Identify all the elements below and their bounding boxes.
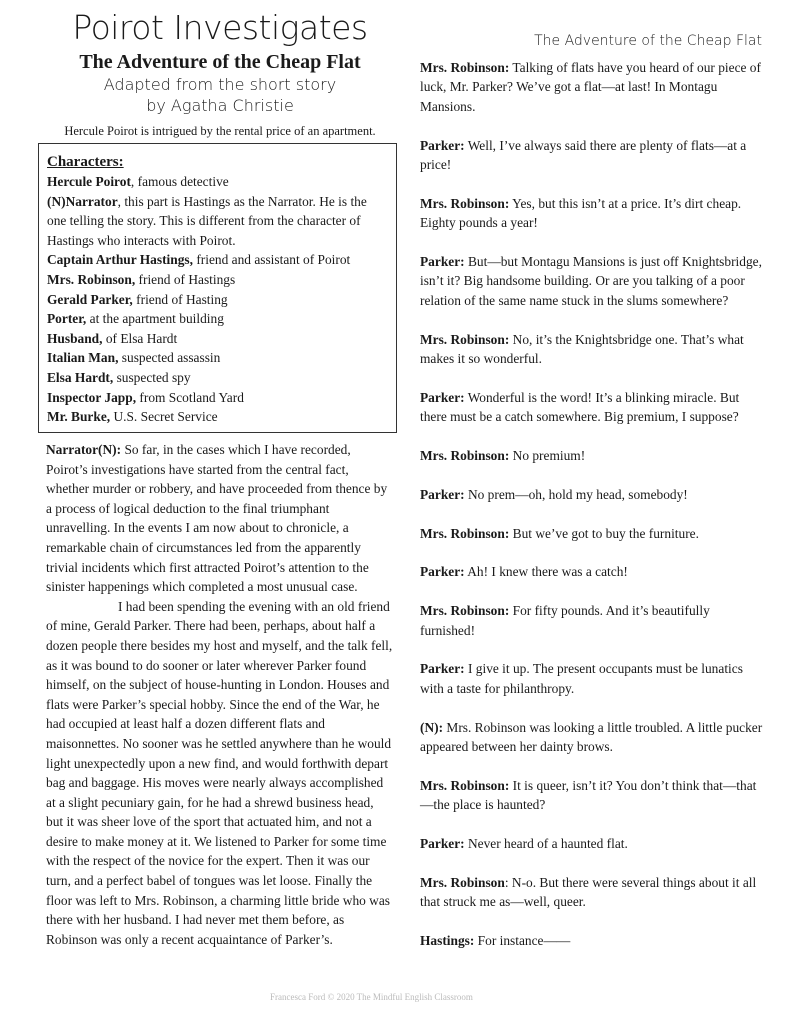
dialogue-line xyxy=(420,136,765,175)
narration-paragraph: I had been spending the evening with an old friend of mine, Gerald Parker. There had been, perhaps, about half a dozen people there besides my host and myself, and the talk fell, as it was bound to do sooner or later wherever Parker found himself, on the subject of house-hunting in London. Houses and flats were Parker’s special hobby. Since the end of the War, he had occupied at least half a dozen different flats and maisonnettes. No sooner was he settled anywhere than he would light unexpectedly upon a new find, and would forthwith depart bag and baggage. His moves were nearly always accomplished at a slight pecuniary gain, for he had a shrewd business head, but it was sheer love of the sport that actuated him, and not a desire to make money at it. We listened to Parker for some time with the respect of the novice for the expert. Then it was our turn, and a perfect babel of tongues was let loose. Finally the floor was left to Mrs. Robinson, a charming little bride who was there with her husband. I had never met them before, as Robinson was only a recent acquaintance of Parker’s. xyxy=(46,598,393,947)
dialogue-line xyxy=(420,485,765,504)
character-item xyxy=(47,290,388,310)
speaker: Mrs. Robinson: xyxy=(420,777,510,793)
character-name: Husband, xyxy=(47,330,103,346)
character-name: Hercule Poirot xyxy=(47,174,131,189)
character-desc: at the apartment building xyxy=(86,311,224,327)
line-text: For fifty pounds. And it’s beautifully furnished! xyxy=(420,603,710,638)
character-name: Italian Man, xyxy=(47,350,119,366)
character-item xyxy=(47,329,388,349)
character-name: Mrs. Robinson, xyxy=(47,271,136,287)
character-desc: suspected spy xyxy=(113,369,191,385)
line-text: No, it’s the Knightsbridge one. That’s what makes it so wonderful. xyxy=(420,331,744,367)
dialogue-line xyxy=(420,718,765,757)
character-item xyxy=(47,270,388,290)
author-line: by Agatha Christie xyxy=(146,96,294,115)
speaker: Mrs. Robinson: xyxy=(420,603,510,619)
character-name: Porter, xyxy=(47,311,87,327)
speaker: Parker: xyxy=(420,389,465,405)
line-text: Never heard of a haunted flat. xyxy=(464,836,628,852)
dialogue-line xyxy=(420,388,765,427)
character-item xyxy=(47,348,388,368)
speaker: Parker: xyxy=(420,661,465,677)
footer-copyright: Francesca Ford © 2020 The Mindful English Classroom xyxy=(270,992,473,1002)
speaker: Parker: xyxy=(420,486,465,502)
character-name: (N)Narrator xyxy=(47,193,118,209)
dialogue-line xyxy=(420,524,765,543)
adaptation-note xyxy=(40,74,400,116)
character-name: Mr. Burke, xyxy=(47,409,111,425)
line-text: Ah! I knew there was a catch! xyxy=(464,564,628,580)
running-head: The Adventure of the Cheap Flat xyxy=(534,33,762,49)
character-desc: from Scotland Yard xyxy=(136,389,244,405)
speaker: Mrs. Robinson: xyxy=(420,331,510,347)
narration-paragraph xyxy=(46,440,394,597)
dialogue-line xyxy=(420,194,765,233)
dialogue-line xyxy=(420,330,765,369)
line-text: Wonderful is the word! It’s a blinking miracle. But there must be a catch somewhere. Big premium, I suppose? xyxy=(420,389,740,425)
character-item xyxy=(47,192,388,251)
line-text: : N-o. But there were several things about it all that struck me as—well, queer. xyxy=(420,874,757,910)
dialogue-line xyxy=(420,931,765,950)
character-item xyxy=(47,407,388,427)
dialogue-line xyxy=(420,776,765,815)
dialogue-line xyxy=(420,659,765,698)
dialogue-line xyxy=(420,58,765,116)
narration xyxy=(46,440,394,949)
speaker: Mrs. Robinson: xyxy=(420,195,510,211)
speaker: Mrs. Robinson: xyxy=(420,448,510,464)
speaker: Parker: xyxy=(420,564,465,580)
line-text: It is queer, isn’t it? You don’t think that—that—the place is haunted? xyxy=(420,777,757,813)
speaker: Hastings: xyxy=(420,933,475,949)
character-item xyxy=(47,172,388,192)
line-text: For instance—— xyxy=(474,933,571,949)
line-text: Well, I’ve always said there are plenty of flats—at a price! xyxy=(420,137,747,173)
dialogue-line xyxy=(420,446,765,465)
character-desc: U.S. Secret Service xyxy=(110,409,218,425)
character-item xyxy=(47,388,388,408)
character-desc: , this part is Hastings as the Narrator. He is the one telling the story. This is different from the character of Hastings who interacts with Poirot. xyxy=(47,193,367,248)
line-text: I give it up. The present occupants must be lunatics with a taste for philanthropy. xyxy=(420,661,743,696)
character-item xyxy=(47,250,388,270)
speaker: Narrator(N): xyxy=(46,442,122,457)
speaker: Mrs. Robinson: xyxy=(420,60,510,75)
line-text: No premium! xyxy=(509,448,586,464)
narration-text: So far, in the cases which I have recorded, Poirot’s investigations have started from the central fact, whether murder or robbery, and have proceeded from thence by a process of logical deduction to the final triumphant unravelling. In the events I am now about to chronicle, a remarkable chain of circumstances led from the apparently trivial incidents which first attracted Poirot’s attention to the sinister happenings which completed a most unusual case. xyxy=(46,442,388,595)
character-name: Elsa Hardt, xyxy=(47,369,114,385)
dialogue-line xyxy=(420,601,765,640)
character-name: Inspector Japp, xyxy=(47,389,137,405)
character-desc: of Elsa Hardt xyxy=(102,330,178,346)
character-desc: , famous detective xyxy=(130,174,229,189)
dialogue-line xyxy=(420,834,765,853)
characters-heading: Characters: xyxy=(47,154,124,170)
character-item xyxy=(47,309,388,329)
story-title: The Adventure of the Cheap Flat xyxy=(79,51,361,73)
characters-box xyxy=(38,143,397,433)
line-text: But we’ve got to buy the furniture. xyxy=(509,525,699,541)
speaker: Parker: xyxy=(420,836,465,852)
line-text: Yes, but this isn’t at a price. It’s dirt cheap. Eighty pounds a year! xyxy=(420,195,742,231)
character-desc: friend of Hastings xyxy=(135,271,236,287)
line-text: Talking of flats have you heard of our piece of luck, Mr. Parker? We’ve got a flat—at last! In Montagu Mansions. xyxy=(420,60,761,114)
dialogue-column xyxy=(420,58,765,970)
character-desc: friend of Hasting xyxy=(132,291,228,307)
character-desc: suspected assassin xyxy=(118,350,221,366)
speaker: (N): xyxy=(420,719,444,735)
dialogue-line xyxy=(420,252,765,310)
speaker: Parker: xyxy=(420,254,465,270)
line-text: But—but Montagu Mansions is just off Knightsbridge, isn’t it? Big handsome building. Or are you talking of a poor relation of the same name stuck in the slums somewhere? xyxy=(420,254,762,308)
speaker: Mrs. Robinson: xyxy=(420,525,510,541)
dialogue-line xyxy=(420,562,765,581)
speaker: Parker: xyxy=(420,137,465,153)
speaker: Mrs. Robinson xyxy=(420,874,505,890)
character-item xyxy=(47,368,388,388)
line-text: No prem—oh, hold my head, somebody! xyxy=(464,486,688,502)
adapted-line: Adapted from the short story xyxy=(103,75,337,94)
summary: Hercule Poirot is intrigued by the rental price of an apartment. xyxy=(64,124,376,138)
page-title: Poirot Investigates xyxy=(72,8,368,47)
character-name: Captain Arthur Hastings, xyxy=(47,252,193,268)
dialogue-line xyxy=(420,873,765,912)
line-text: Mrs. Robinson was looking a little troubled. A little pucker appeared between her dainty brows. xyxy=(420,719,763,755)
character-desc: friend and assistant of Poirot xyxy=(192,252,351,268)
character-name: Gerald Parker, xyxy=(47,291,133,307)
